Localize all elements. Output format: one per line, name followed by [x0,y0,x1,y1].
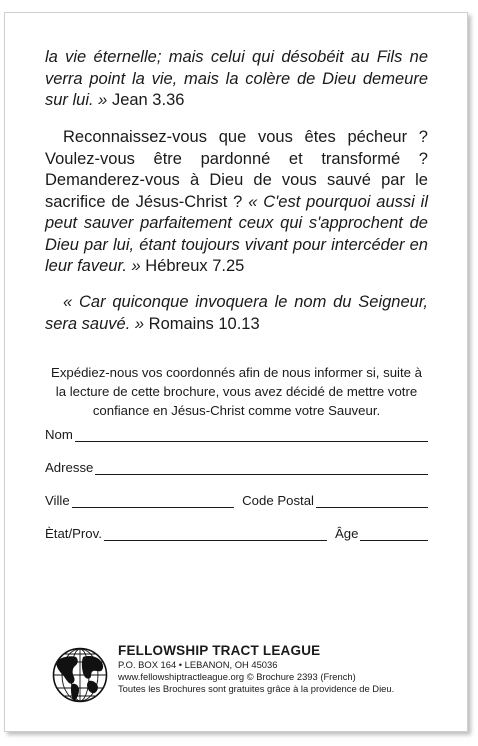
verse-reference: Hébreux 7.25 [140,257,245,275]
age-label: Âge [334,526,359,541]
name-label: Nom [45,427,73,442]
address-field[interactable] [95,460,428,475]
verse-quote: « C'est pourquoi aussi il peut sauver parfaitement ceux qui s'approchent de Dieu par lui, étant toujours vivant pour intercéder en leur faveur. » [45,192,428,275]
verse-paragraph-romans [45,292,428,335]
verse-reference: Romains 10.13 [144,314,260,333]
form-instructions: Expédiez-nous vos coordonnés afin de nous informer si, suite à la lecture de cette brochure, vous avez décidé de mettre votre confiance en Jésus-Christ comme votre Sauveur. [51,365,422,418]
state-age-row [45,521,428,541]
question-text: Reconnaissez-vous que vous êtes pécheur ? Voulez-vous être pardonné et transformé ? Demanderez-vous à Dieu de vous sauvé par le sacrifice de Jésus-Christ ? [45,128,428,211]
globe-icon [52,647,108,703]
name-field-row [45,422,428,442]
address-field-row [45,455,428,475]
verse-reference: Jean 3.36 [107,91,185,109]
verse-quote: la vie éternelle; mais celui qui désobéit au Fils ne verra point la vie, mais la colère de Dieu demeure sur lui. » [45,48,428,109]
mailing-address: P.O. BOX 164 • LEBANON, OH 45036 [118,659,278,670]
postal-code-field[interactable] [316,493,428,508]
organization-name: FELLOWSHIP TRACT LEAGUE [118,643,321,658]
postal-code-label: Code Postal [242,493,314,508]
question-paragraph [45,127,428,278]
age-field[interactable] [360,526,428,541]
verse-quote: « Car quiconque invoquera le nom du Seigneur, sera sauvé. » [45,293,428,333]
address-label: Adresse [45,460,94,475]
city-field[interactable] [72,493,234,508]
publisher-info [118,643,448,695]
city-label: Ville [45,493,70,508]
city-postal-row [45,488,428,508]
website-copyright: www.fellowshiptractleague.org © Brochure 2393 (French) [118,671,356,682]
verse-paragraph-john [45,47,428,112]
free-brochures-note: Toutes les Brochures sont gratuites grâce à la providence de Dieu. [118,683,395,694]
state-field[interactable] [104,526,327,541]
state-label: Ètat/Prov. [45,526,102,541]
name-field[interactable] [75,427,428,442]
